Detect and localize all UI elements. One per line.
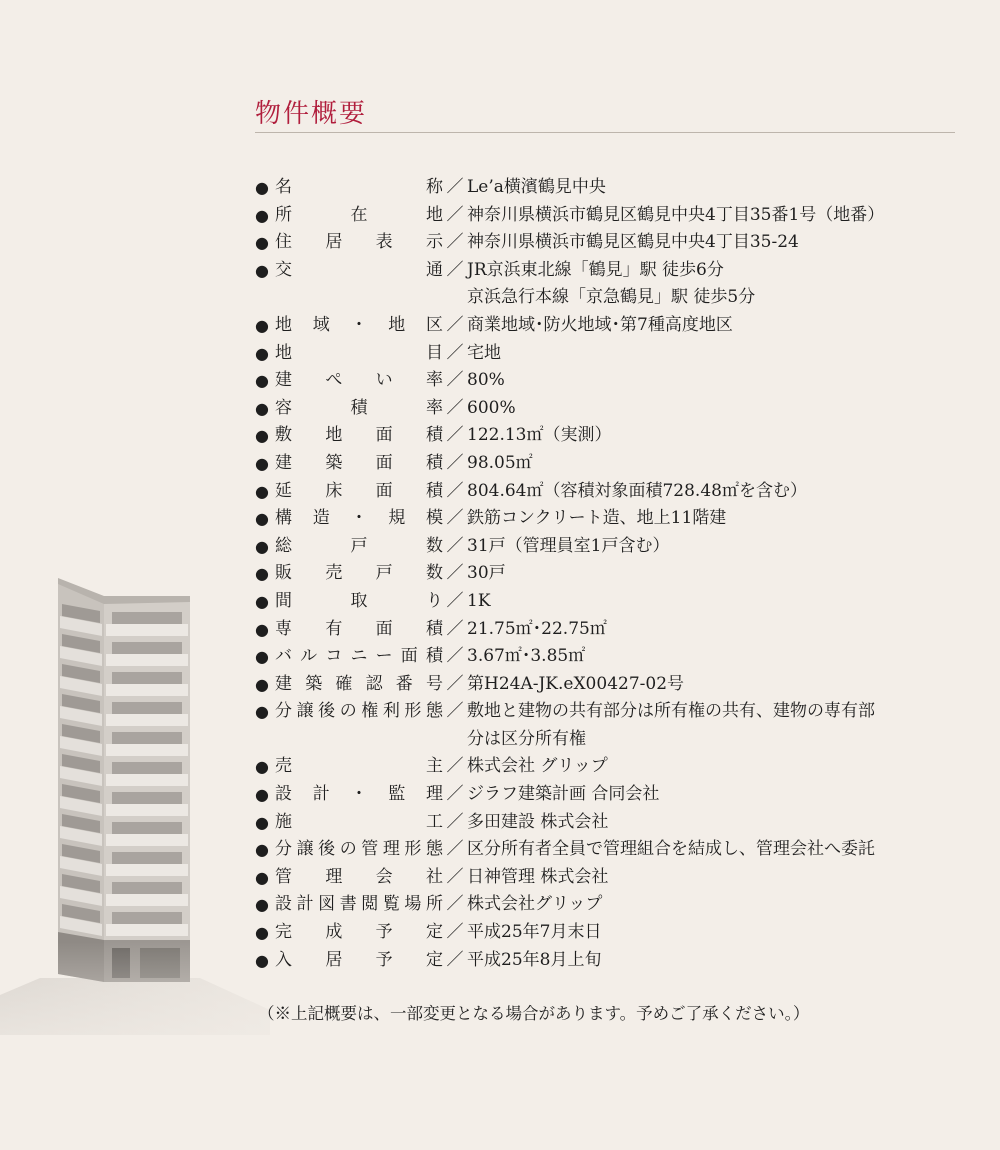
spec-label: 設 計 図 書 閲 覧 場 所: [275, 894, 443, 915]
bullet-icon: ●: [255, 702, 269, 722]
spec-label: 地 域 ・ 地 区: [275, 314, 443, 335]
spec-value: 平成25年7月末日: [467, 922, 602, 943]
bullet-icon: ●: [255, 785, 269, 805]
spec-value: 第H24A-JK.eX00427-02号: [467, 673, 685, 694]
spec-label: 販 売 戸 数: [275, 563, 443, 584]
spec-row: [255, 588, 975, 616]
spec-row: [255, 202, 975, 230]
spec-value: 神奈川県横浜市鶴見区鶴見中央4丁目35-24: [467, 232, 799, 253]
spec-value: 鉄筋コンクリート造、地上11階建: [467, 508, 727, 529]
separator: ／: [446, 425, 464, 446]
separator: ／: [446, 370, 464, 391]
spec-label: 間 取 り: [275, 590, 443, 611]
bullet-icon: ●: [255, 453, 269, 473]
bullet-icon: ●: [255, 840, 269, 860]
bullet-icon: ●: [255, 619, 269, 639]
spec-value: 神奈川県横浜市鶴見区鶴見中央4丁目35番1号（地番）: [467, 204, 885, 225]
spec-value: 600%: [467, 397, 516, 418]
bullet-icon: ●: [255, 895, 269, 915]
spec-label: 建 築 面 積: [275, 452, 443, 473]
spec-value: 株式会社 グリップ: [467, 756, 608, 777]
separator: ／: [446, 756, 464, 777]
spec-label: バ ル コ ニ ー 面 積: [275, 646, 443, 667]
spec-row: [255, 505, 975, 533]
spec-row: [255, 395, 975, 423]
bullet-icon: ●: [255, 757, 269, 777]
spec-value: 宅地: [467, 342, 501, 363]
bullet-icon: ●: [255, 923, 269, 943]
spec-row: [255, 947, 975, 975]
spec-label: 構 造 ・ 規 模: [275, 508, 443, 529]
spec-row: [255, 781, 975, 809]
separator: ／: [446, 259, 464, 280]
separator: ／: [446, 480, 464, 501]
separator: ／: [446, 452, 464, 473]
spec-label: 住 居 表 示: [275, 232, 443, 253]
bullet-icon: ●: [255, 950, 269, 970]
separator: ／: [446, 839, 464, 860]
spec-row: [255, 533, 975, 561]
separator: ／: [446, 811, 464, 832]
bullet-icon: ●: [255, 233, 269, 253]
spec-value: 80%: [467, 370, 505, 391]
spec-row: [255, 367, 975, 395]
bullet-icon: ●: [255, 398, 269, 418]
spec-row: [255, 671, 975, 699]
spec-row: [255, 257, 975, 312]
spec-label: 延 床 面 積: [275, 480, 443, 501]
separator: ／: [446, 314, 464, 335]
bullet-icon: ●: [255, 591, 269, 611]
spec-value: 平成25年8月上旬: [467, 949, 602, 970]
spec-label: 交 通: [275, 259, 443, 280]
separator: ／: [446, 949, 464, 970]
spec-row: [255, 698, 975, 753]
separator: ／: [446, 397, 464, 418]
separator: ／: [446, 894, 464, 915]
separator: ／: [446, 701, 464, 722]
spec-value: 122.13㎡（実測）: [467, 425, 612, 446]
spec-label: 完 成 予 定: [275, 922, 443, 943]
spec-value: 株式会社グリップ: [467, 894, 603, 915]
spec-label: 建 築 確 認 番 号: [275, 673, 443, 694]
separator: ／: [446, 204, 464, 225]
spec-label: 総 戸 数: [275, 535, 443, 556]
separator: ／: [446, 508, 464, 529]
spec-label: 設 計 ・ 監 理: [275, 784, 443, 805]
spec-label: 売 主: [275, 756, 443, 777]
spec-row: [255, 450, 975, 478]
bullet-icon: ●: [255, 647, 269, 667]
spec-label: 管 理 会 社: [275, 866, 443, 887]
spec-row: [255, 174, 975, 202]
spec-row: [255, 478, 975, 506]
page-title: 物件概要: [255, 99, 368, 129]
bullet-icon: ●: [255, 371, 269, 391]
disclaimer-note: （※上記概要は、一部変更となる場合があります。予めご了承ください。）: [258, 1004, 810, 1023]
bullet-icon: ●: [255, 564, 269, 584]
spec-value: JR京浜東北線「鶴見」駅 徒歩6分 京浜急行本線「京急鶴見」駅 徒歩5分: [467, 259, 756, 308]
bullet-icon: ●: [255, 867, 269, 887]
spec-row: [255, 312, 975, 340]
spec-label: 容 積 率: [275, 397, 443, 418]
separator: ／: [446, 342, 464, 363]
spec-row: [255, 560, 975, 588]
spec-value: 30戸: [467, 563, 506, 584]
separator: ／: [446, 590, 464, 611]
title-divider: [255, 132, 955, 133]
spec-row: [255, 643, 975, 671]
spec-label: 名 称: [275, 177, 443, 197]
separator: ／: [446, 232, 464, 253]
separator: ／: [446, 673, 464, 694]
spec-value: 日神管理 株式会社: [467, 866, 609, 887]
spec-value: 31戸（管理員室1戸含む）: [467, 535, 670, 556]
spec-value: ジラフ建築計画 合同会社: [467, 784, 660, 805]
spec-value: 1K: [467, 590, 491, 611]
separator: ／: [446, 535, 464, 556]
spec-row: [255, 229, 975, 257]
spec-row: [255, 836, 975, 864]
separator: ／: [446, 646, 464, 667]
spec-value: 21.75㎡･22.75㎡: [467, 618, 607, 639]
spec-label: 分 譲 後 の 管 理 形 態: [275, 839, 443, 860]
spec-label: 分 譲 後 の 権 利 形 態: [275, 701, 443, 722]
bullet-icon: ●: [255, 343, 269, 363]
spec-value: 区分所有者全員で管理組合を結成し、管理会社へ委託: [467, 839, 875, 860]
bullet-icon: ●: [255, 205, 269, 225]
spec-row: [255, 340, 975, 368]
separator: ／: [446, 177, 464, 197]
spec-row: [255, 616, 975, 644]
bullet-icon: ●: [255, 674, 269, 694]
spec-row: [255, 864, 975, 892]
spec-row: [255, 809, 975, 837]
spec-value: 804.64㎡（容積対象面積728.48㎡を含む）: [467, 480, 807, 501]
separator: ／: [446, 618, 464, 639]
spec-value: 98.05㎡: [467, 452, 533, 473]
spec-label: 建 ぺ い 率: [275, 370, 443, 391]
bullet-icon: ●: [255, 481, 269, 501]
building-illustration: [0, 570, 270, 1035]
separator: ／: [446, 922, 464, 943]
spec-label: 所 在 地: [275, 204, 443, 225]
spec-row: [255, 891, 975, 919]
bullet-icon: ●: [255, 509, 269, 529]
separator: ／: [446, 563, 464, 584]
spec-label: 専 有 面 積: [275, 618, 443, 639]
bullet-icon: ●: [255, 315, 269, 335]
spec-value: Le’a横濱鶴見中央: [467, 177, 606, 197]
bullet-icon: ●: [255, 426, 269, 446]
bullet-icon: ●: [255, 812, 269, 832]
spec-label: 施 工: [275, 811, 443, 832]
spec-value: 3.67㎡･3.85㎡: [467, 646, 586, 667]
spec-label: 敷 地 面 積: [275, 425, 443, 446]
spec-value: 商業地域･防火地域･第7種高度地区: [467, 314, 733, 335]
property-spec-list: [255, 174, 975, 974]
spec-row: [255, 753, 975, 781]
bullet-icon: ●: [255, 178, 269, 197]
bullet-icon: ●: [255, 536, 269, 556]
bullet-icon: ●: [255, 260, 269, 280]
spec-row: [255, 422, 975, 450]
spec-value: 敷地と建物の共有部分は所有権の共有、建物の専有部 分は区分所有権: [467, 701, 875, 749]
separator: ／: [446, 784, 464, 805]
spec-label: 入 居 予 定: [275, 949, 443, 970]
spec-value: 多田建設 株式会社: [467, 811, 609, 832]
separator: ／: [446, 866, 464, 887]
spec-label: 地 目: [275, 342, 443, 363]
spec-row: [255, 919, 975, 947]
